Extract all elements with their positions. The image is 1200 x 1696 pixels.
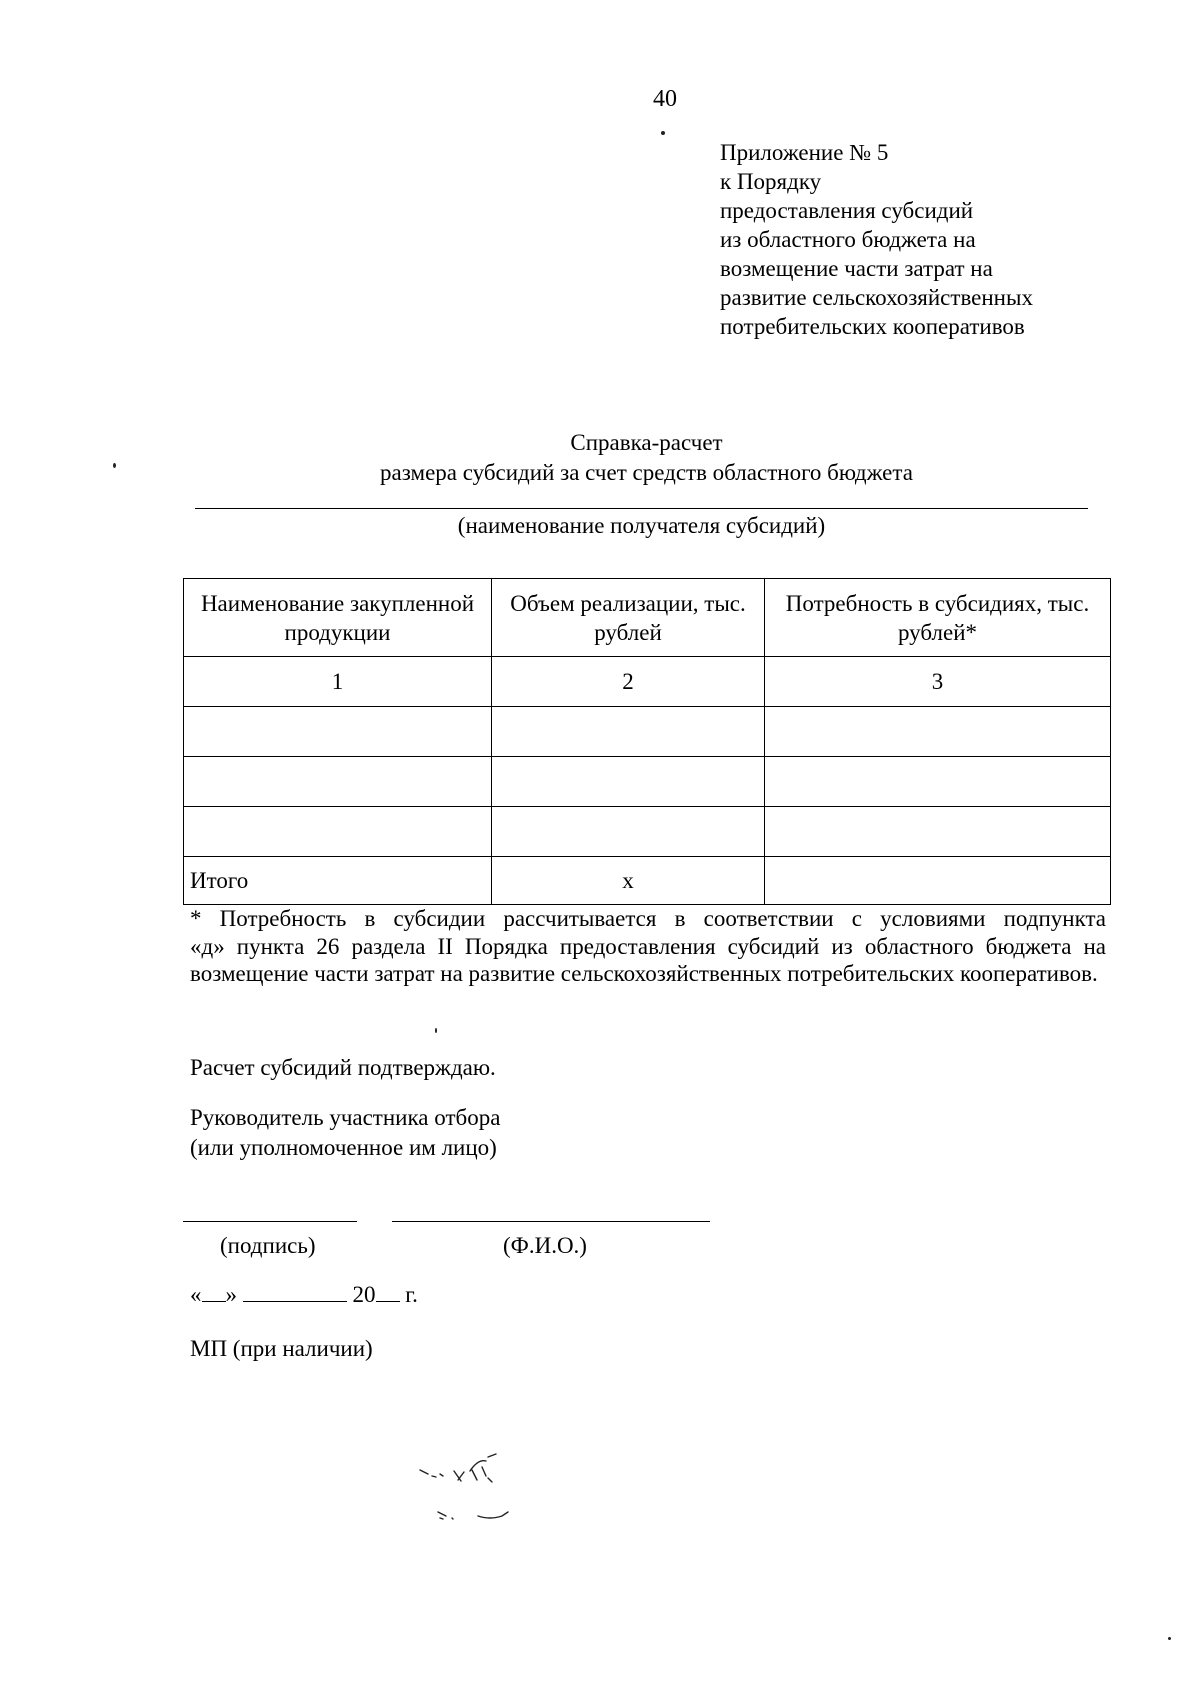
date-open-quote: « xyxy=(190,1282,202,1307)
signer-block xyxy=(190,1103,500,1163)
footnote xyxy=(190,905,1106,988)
appendix-line: предоставления субсидий xyxy=(720,198,974,223)
header-product-name: Наименование закупленной продукции xyxy=(184,579,492,657)
signer-line-2: (или уполномоченное им лицо) xyxy=(190,1135,497,1160)
footnote-rest: «д» пункта 26 раздела II Порядка предоставления субсидий из областного бюджета на возмещение части затрат на развитие сельскохозяйственных потребительских кооперативов. xyxy=(190,933,1106,986)
year-suffix: г. xyxy=(405,1282,418,1307)
year-prefix: 20 xyxy=(352,1282,376,1307)
recipient-name-line xyxy=(195,508,1088,509)
fio-caption: (Ф.И.О.) xyxy=(503,1233,587,1258)
appendix-line: Приложение № 5 xyxy=(720,140,889,165)
fio-line xyxy=(392,1221,710,1222)
column-number: 3 xyxy=(765,657,1111,707)
appendix-line: потребительских кооперативов xyxy=(720,314,1025,339)
table-cell xyxy=(492,807,765,857)
title-line-1: Справка-расчет xyxy=(570,430,723,455)
calculation-table xyxy=(183,578,1111,905)
day-blank xyxy=(202,1301,226,1302)
stamp-note: МП (при наличии) xyxy=(190,1336,373,1361)
month-blank xyxy=(243,1301,347,1302)
footnote-line-1: * Потребность в субсидии рассчитывается в соответствии с условиями подпункта xyxy=(190,906,1106,931)
column-number: 2 xyxy=(492,657,765,707)
signer-line-1: Руководитель участника отбора xyxy=(190,1105,501,1130)
total-volume: x xyxy=(492,857,765,905)
stamp-scribble-image xyxy=(400,1440,600,1580)
header-subsidy-need: Потребность в субсидиях, тыс. рублей* xyxy=(765,579,1111,657)
table-cell xyxy=(765,707,1111,757)
appendix-line: развитие сельскохозяйственных xyxy=(720,285,1033,310)
table-row xyxy=(184,707,1111,757)
header-sales-volume: Объем реализации, тыс. рублей xyxy=(492,579,765,657)
total-label: Итого xyxy=(184,857,492,905)
recipient-caption: (наименование получателя субсидий) xyxy=(457,513,826,538)
scan-speck xyxy=(113,463,116,468)
total-row xyxy=(184,857,1111,905)
title-line-2: размера субсидий за счет средств областного бюджета xyxy=(380,460,913,485)
scan-speck xyxy=(435,1028,437,1033)
table-cell xyxy=(184,807,492,857)
signature-caption: (подпись) xyxy=(220,1233,316,1258)
table-row xyxy=(184,807,1111,857)
total-subsidy xyxy=(765,857,1111,905)
appendix-block xyxy=(720,138,1033,341)
page-number: 40 xyxy=(653,86,677,112)
table-cell xyxy=(184,707,492,757)
scan-speck xyxy=(1168,1637,1171,1640)
date-close-quote: » xyxy=(225,1282,237,1307)
table-cell xyxy=(765,807,1111,857)
table-row xyxy=(184,757,1111,807)
column-number-row xyxy=(184,657,1111,707)
appendix-line: из областного бюджета на xyxy=(720,227,976,252)
year-blank xyxy=(376,1301,400,1302)
appendix-line: к Порядку xyxy=(720,169,822,194)
table-cell xyxy=(765,757,1111,807)
date-line xyxy=(190,1282,418,1308)
table-header-row xyxy=(184,579,1111,657)
signature-line xyxy=(183,1221,357,1222)
column-number: 1 xyxy=(184,657,492,707)
scan-speck xyxy=(661,131,665,135)
appendix-line: возмещение части затрат на xyxy=(720,256,993,281)
table-cell xyxy=(492,707,765,757)
confirmation-text: Расчет субсидий подтверждаю. xyxy=(190,1055,496,1080)
table-cell xyxy=(492,757,765,807)
table-cell xyxy=(184,757,492,807)
document-title xyxy=(180,428,1113,488)
